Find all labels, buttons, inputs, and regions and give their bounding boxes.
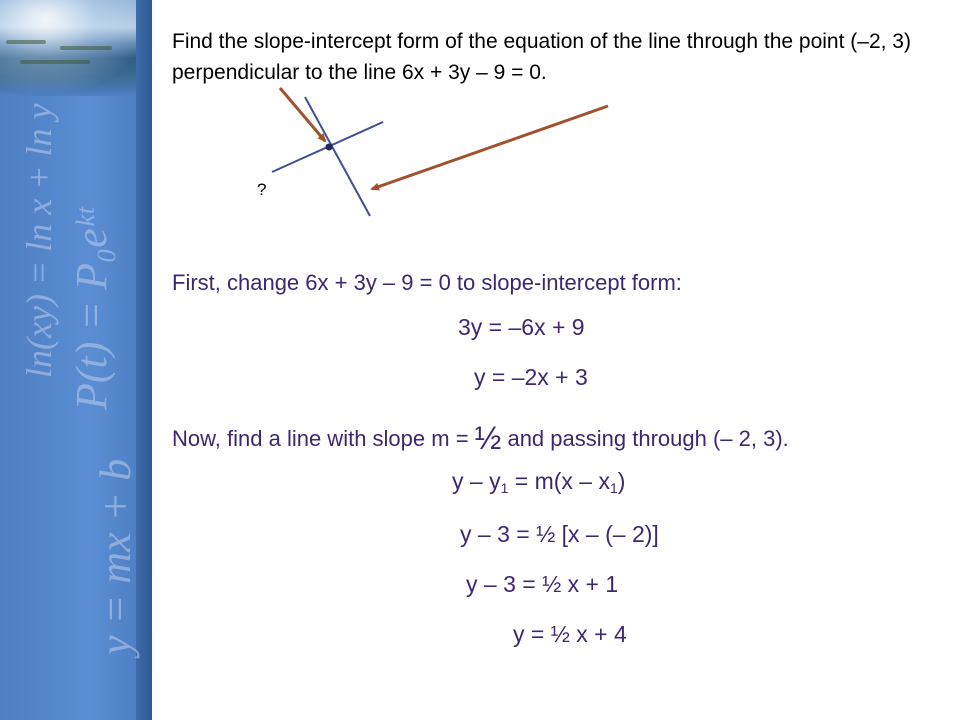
point-slope-formula [452, 468, 625, 495]
equation-step-5: y – 3 = ½ x + 1 [466, 571, 619, 597]
step1-instruction: First, change 6x + 3y – 9 = 0 to slope-intercept form: [172, 270, 682, 295]
equation-step-2: y = –2x + 3 [474, 364, 588, 390]
formula-subscript-1: 1 [500, 480, 509, 496]
arrow-to-point [280, 88, 325, 141]
arrow-to-unknown-line [372, 106, 608, 189]
intersection-point [326, 144, 333, 151]
step2-instruction [172, 420, 789, 457]
formula-subscript-2: 1 [609, 480, 618, 496]
perpendicular-line [305, 97, 370, 216]
unknown-line-label: ? [257, 180, 267, 199]
final-answer: y = ½ x + 4 [513, 621, 627, 647]
equation-step-1: 3y = –6x + 9 [458, 314, 585, 340]
sidebar-formula-log: ln(xy) = ln x + ln y [19, 103, 59, 378]
problem-statement: Find the slope-intercept form of the equation of the line through the point (–2, 3) perpendicular to the line 6x + 3y – 9 = 0. [172, 30, 911, 84]
sidebar-formula-line: y = mx + b [91, 458, 140, 655]
formula-part-b: = m(x – x [508, 468, 610, 494]
step2-slope-half: ½ [474, 420, 502, 456]
formula-part-c: ) [617, 468, 626, 494]
step2-text-before: Now, find a line with slope m = [172, 426, 475, 451]
formula-part-a: y – y [452, 468, 501, 494]
step2-text-after: and passing through (– 2, 3). [501, 426, 789, 451]
equation-step-4: y – 3 = ½ [x – (– 2)] [460, 521, 659, 547]
sidebar-formula-growth: P(t) = P₀eᵏᵗ [67, 208, 116, 410]
